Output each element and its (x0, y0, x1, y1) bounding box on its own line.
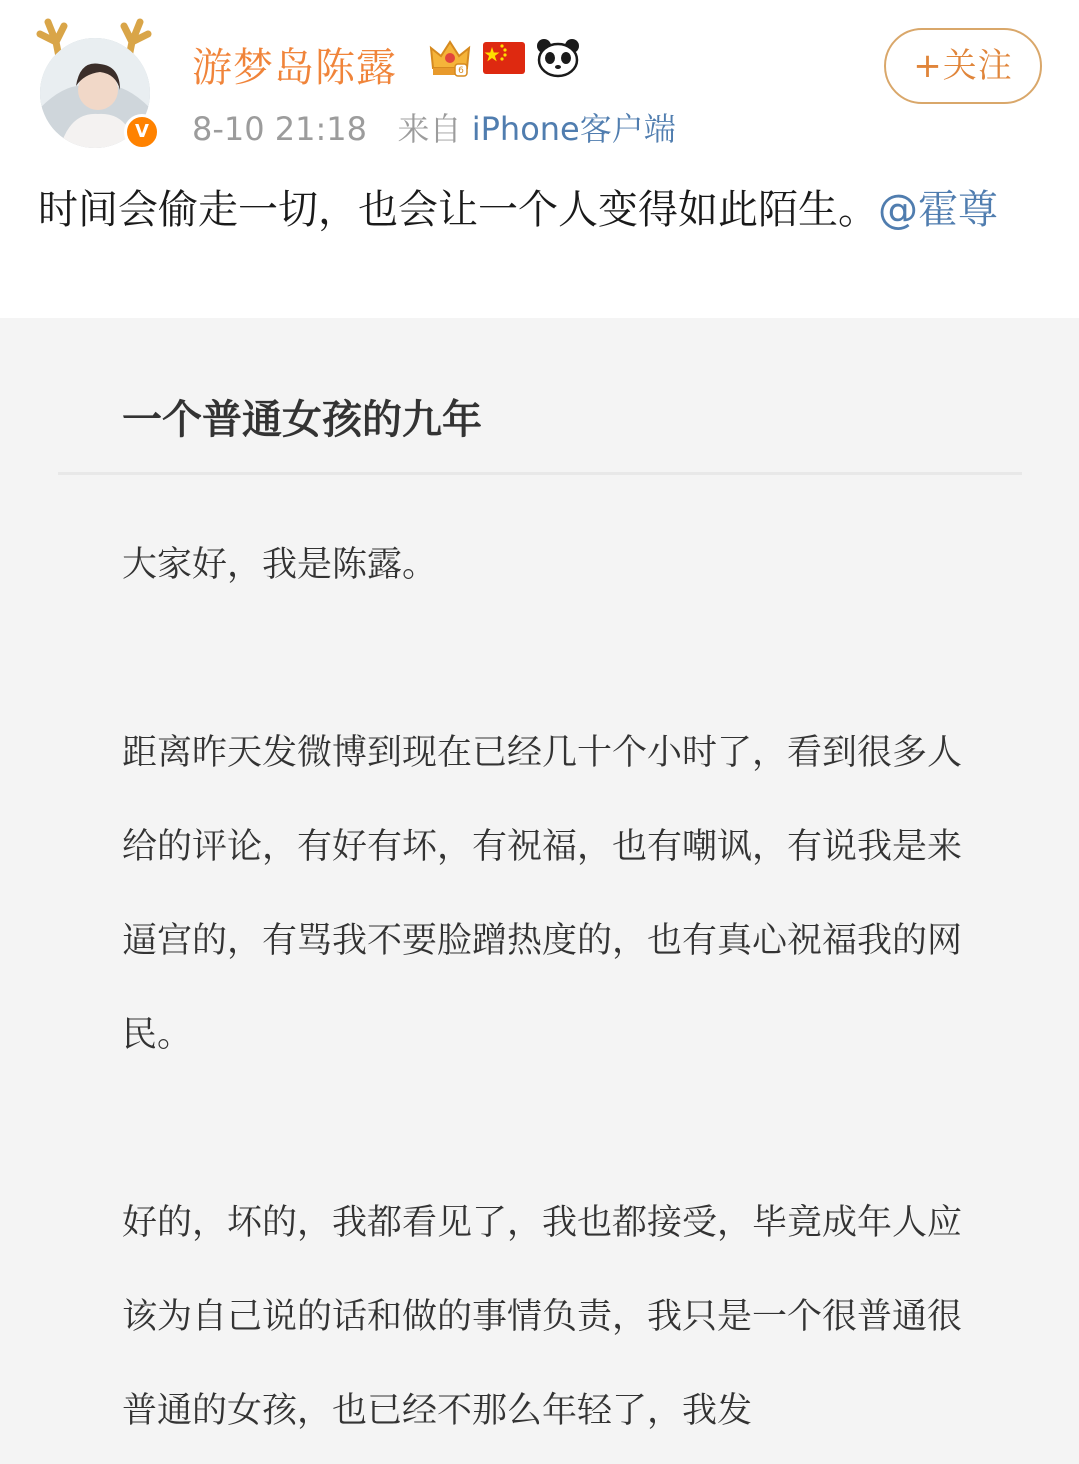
follow-button[interactable]: +关注 (884, 28, 1042, 104)
svg-text:6: 6 (458, 66, 464, 76)
username[interactable]: 游梦岛陈露 (192, 45, 397, 91)
article-divider (58, 472, 1022, 475)
post-timestamp: 8-10 21:18 (192, 110, 368, 148)
article-title: 一个普通女孩的九年 (122, 397, 482, 443)
post-meta (192, 104, 676, 150)
article-image[interactable] (0, 318, 1079, 1464)
crown-badge-icon[interactable] (428, 36, 472, 80)
post-text (38, 180, 1048, 240)
verified-badge-icon: V (124, 114, 160, 150)
china-flag-icon[interactable] (482, 36, 526, 80)
panda-icon[interactable] (536, 36, 580, 80)
source-prefix: 来自 (397, 110, 462, 148)
article-paragraph: 距离昨天发微博到现在已经几十个小时了，看到很多人给的评论，有好有坏，有祝福，也有嘲讽，有说我是来逼宫的，有骂我不要脸蹭热度的，也有真心祝福我的网民。 (122, 733, 963, 1055)
article-paragraph: 好的，坏的，我都看见了，我也都接受，毕竟成年人应该为自己说的话和做的事情负责，我只是一个很普通很普通的女孩，也已经不那么年轻了，我发 (122, 1203, 963, 1431)
post-text-body: 时间会偷走一切，也会让一个人变得如此陌生。 (38, 187, 878, 233)
article-body (122, 518, 967, 1464)
source-client-link[interactable]: iPhone客户端 (471, 110, 676, 148)
user-badges (428, 36, 580, 80)
article-paragraph: 大家好，我是陈露。 (122, 545, 438, 585)
mention-link[interactable]: @霍尊 (878, 187, 998, 233)
avatar[interactable] (30, 8, 170, 148)
